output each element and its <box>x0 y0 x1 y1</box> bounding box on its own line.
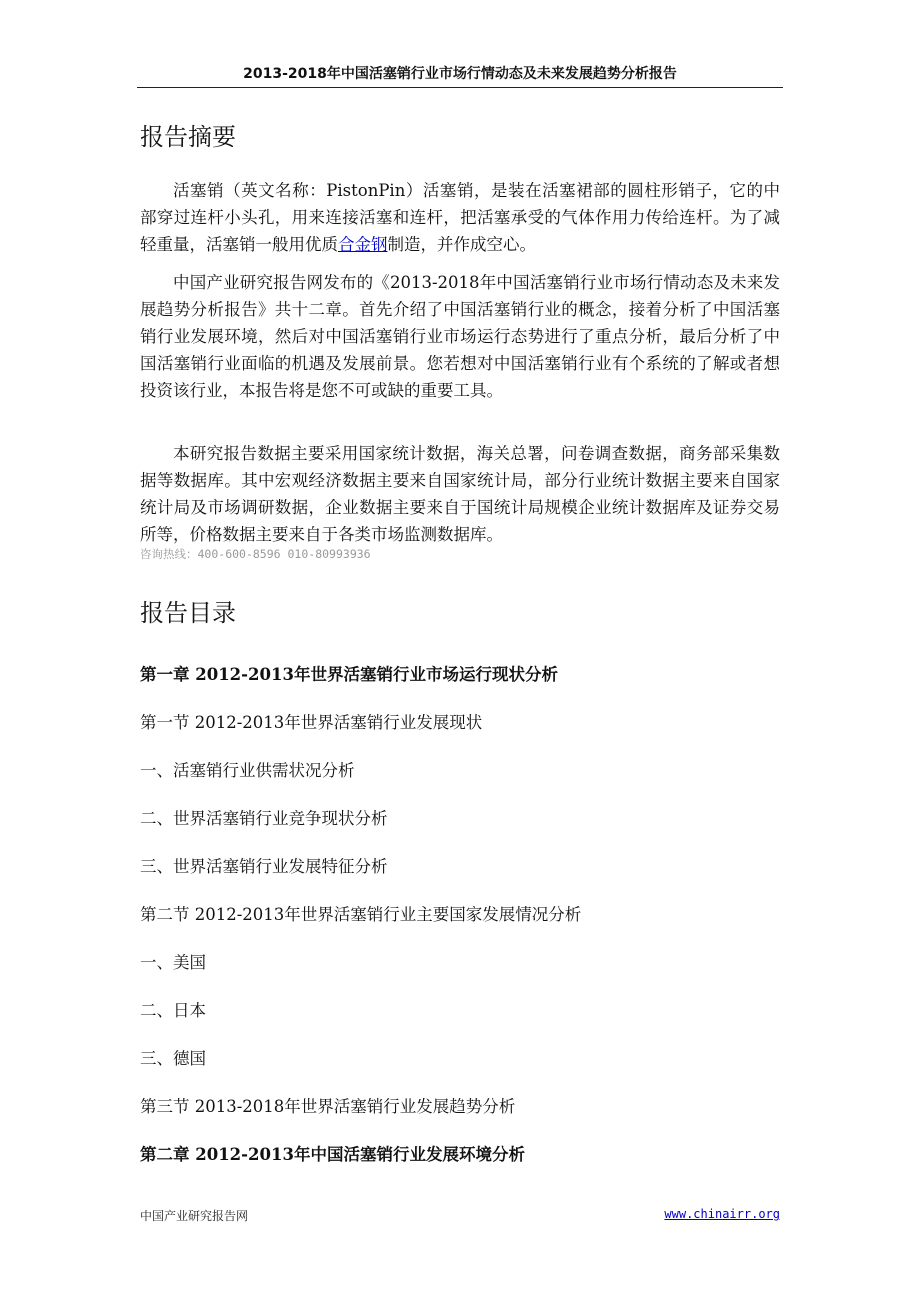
toc-entry: 二、世界活塞销行业竞争现状分析 <box>140 809 388 828</box>
summary-p1-text-after: 制造，并作成空心。 <box>387 235 536 254</box>
alloy-steel-link[interactable]: 合金钢 <box>338 235 388 254</box>
summary-paragraph-3: 本研究报告数据主要采用国家统计数据，海关总署，问卷调查数据，商务部采集数据等数据库。其中宏观经济数据主要来自国家统计局，部分行业统计数据主要来自国家统计局及市场调研数据，企业数据主要来自于国统计局规模企业统计数据库及证券交易所等，价格数据主要来自于各类市场监测数据库。 <box>140 444 780 544</box>
toc-entry: 第三节 2013-2018年世界活塞销行业发展趋势分析 <box>140 1097 516 1116</box>
toc-entry: 三、德国 <box>140 1049 206 1068</box>
summary-heading: 报告摘要 <box>140 123 236 151</box>
page-header: 2013-2018年中国活塞销行业市场行情动态及未来发展趋势分析报告 <box>137 63 783 88</box>
toc-entry: 第二节 2012-2013年世界活塞销行业主要国家发展情况分析 <box>140 905 582 924</box>
summary-p1-text-before: 活塞销（英文名称：PistonPin）活塞销，是装在活塞裙部的圆柱形销子，它的中部穿过连杆小头孔，用来连接活塞和连杆，把活塞承受的气体作用力传给连杆。为了减轻重量，活塞销一般用优质 <box>140 181 780 254</box>
hotline-text: 咨询热线：400-600-8596 010-80993936 <box>140 547 371 561</box>
toc-entry: 第一节 2012-2013年世界活塞销行业发展现状 <box>140 713 483 732</box>
toc-heading: 报告目录 <box>140 599 236 627</box>
toc-chapter: 第一章 2012-2013年世界活塞销行业市场运行现状分析 <box>140 665 558 684</box>
summary-paragraph-2: 中国产业研究报告网发布的《2013-2018年中国活塞销行业市场行情动态及未来发展趋势分析报告》共十二章。首先介绍了中国活塞销行业的概念，接着分析了中国活塞销行业发展环境，然后对中国活塞销行业市场运行态势进行了重点分析，最后分析了中国活塞销行业面临的机遇及发展前景。您若想对中国活塞销行业有个系统的了解或者想投资该行业，本报告将是您不可或缺的重要工具。 <box>140 273 780 400</box>
toc-entry: 一、活塞销行业供需状况分析 <box>140 761 355 780</box>
toc-entry: 三、世界活塞销行业发展特征分析 <box>140 857 388 876</box>
toc-entry: 二、日本 <box>140 1001 206 1020</box>
toc-entry: 一、美国 <box>140 953 206 972</box>
toc-chapter: 第二章 2012-2013年中国活塞销行业发展环境分析 <box>140 1145 525 1164</box>
footer-site-name: 中国产业研究报告网 <box>140 1209 249 1223</box>
summary-paragraph-1 <box>140 177 780 258</box>
footer-url-link[interactable]: www.chinairr.org <box>664 1207 780 1221</box>
